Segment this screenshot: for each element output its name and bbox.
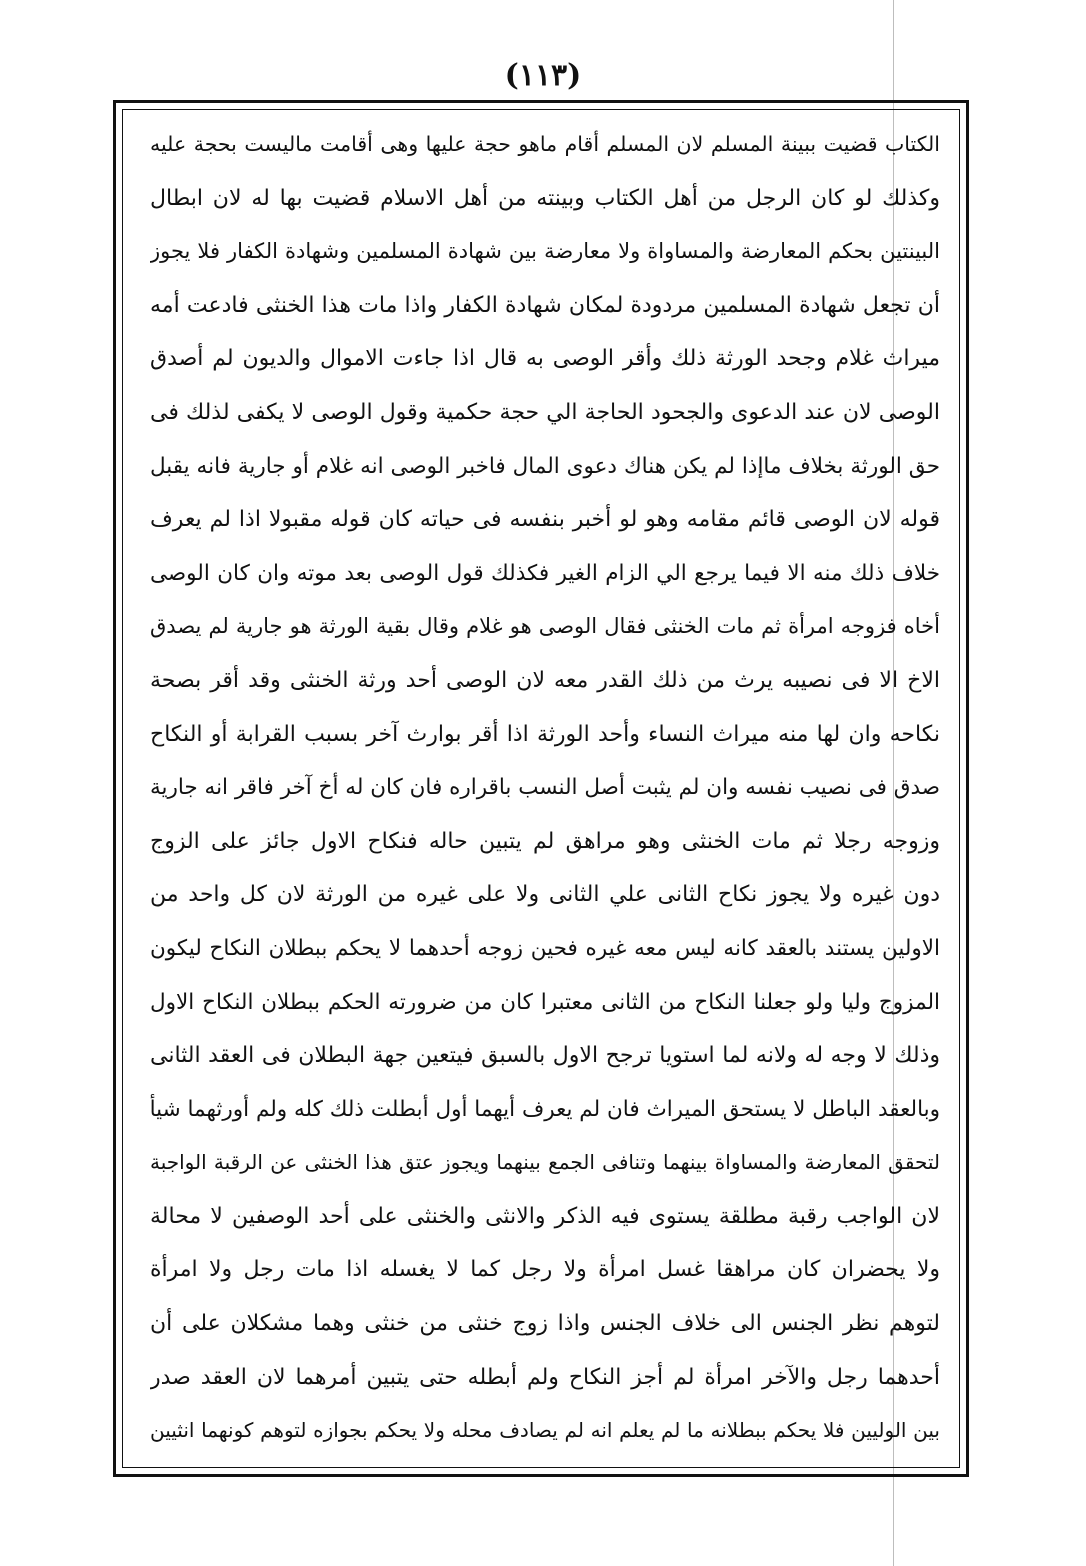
text-line: المزوج وليا ولو جعلنا النكاح من الثانى معتبرا كان من ضرورته الحكم ببطلان النكاح الاول (150, 989, 940, 1015)
text-line: نكاحه وان لها منه ميراث النساء وأحد الورثة اذا أقر بوارث آخر بسبب القرابة أو النكاح (150, 721, 940, 747)
page-number: (١١٣) (504, 58, 582, 93)
text-line: وزوجه رجلا ثم مات الخنثى وهو مراهق لم يتبين حاله فنكاح الاول جائز على الزوج (150, 828, 940, 854)
text-line: حق الورثة بخلاف ماإذا لم يكن هناك دعوى المال فاخبر الوصى انه غلام أو جارية فانه يقبل (150, 453, 940, 479)
text-line: لتحقق المعارضة والمساواة بينهما وتنافى الجمع بينهما ويجوز عتق هذا الخنثى عن الرقبة الواجبة (150, 1150, 940, 1175)
text-line: لتوهم نظر الجنس الى خلاف الجنس واذا زوج خنثى من خنثى وهما مشكلان على أن (150, 1311, 940, 1337)
text-line: الوصى لان عند الدعوى والجحود الحاجة الي حجة حكمية وقول الوصى لا يكفى لذلك فى (150, 399, 940, 425)
text-line: وكذلك لو كان الرجل من أهل الكتاب وبينته من أهل الاسلام قضيت بها له لان ابطال (150, 185, 940, 211)
text-line: ميراث غلام وجحد الورثة ذلك وأقر الوصى به قال اذا جاءت الاموال والديون لم أصدق (150, 346, 940, 372)
text-line: لان الواجب رقبة مطلقة يستوى فيه الذكر والانثى والخنثى على أحد الوصفين لا محالة (150, 1203, 940, 1229)
text-line: صدق فى نصيب نفسه وان لم يثبت أصل النسب باقراره فان كان له أخ آخر فاقر انه جارية (150, 775, 940, 801)
text-line: بين الوليين فلا يحكم ببطلانه ما لم يعلم انه لم يصادف محله ولا يحكم بجوازه لتوهم كونهما انثيين (150, 1418, 940, 1443)
text-line: دون غيره ولا يجوز نكاح الثانى علي الثانى ولا على غيره من الورثة لان كل واحد من (150, 882, 940, 908)
text-block (150, 118, 940, 1458)
text-line: البينتين بحكم المعارضة والمساواة ولا معارضة بين شهادة المسلمين وشهادة الكفار فلا يجوز (150, 239, 940, 264)
text-line: الاخ الا فى نصيبه يرث من ذلك القدر معه لان الوصى أحد ورثة الخنثى وقد أقر بصحة (150, 667, 940, 693)
text-line: أحدهما رجل والآخر امرأة لم أجز النكاح ولم أبطله حتى يتبين أمرهما لان العقد صدر (150, 1364, 940, 1390)
text-line: خلاف ذلك منه الا فيما يرجع الي الزام الغير فكذلك قول الوصى بعد موته وان كان الوصى (150, 560, 940, 586)
text-line: الاولين يستند بالعقد كانه ليس معه غيره فحين زوجه أحدهما لا يحكم ببطلان النكاح ليكون (150, 935, 940, 961)
text-line: أن تجعل شهادة المسلمين مردودة لمكان شهادة الكفار واذا مات هذا الخنثى فادعت أمه (150, 292, 940, 318)
text-line: الكتاب قضيت ببينة المسلم لان المسلم أقام ماهو حجة عليها وهى أقامت ماليست بحجة عليه (150, 132, 940, 156)
text-line: ولا يحضران كان مراهقا غسل امرأة ولا رجل كما لا يغسله اذا مات رجل ولا امرأة (150, 1257, 940, 1283)
text-line: أخاه فزوجه امرأة ثم مات الخنثى فقال الوصى هو غلام وقال بقية الورثة هو جارية لم يصدق (150, 614, 940, 639)
text-line: وذلك لا وجه له ولانه لما استويا ترجح الاول بالسبق فيتعين جهة البطلان فى العقد الثانى (150, 1043, 940, 1069)
text-line: قوله لان الوصى قائم مقامه وهو لو أخبر بنفسه فى حياته كان قوله مقبولا اذا لم يعرف (150, 507, 940, 533)
text-line: وبالعقد الباطل لا يستحق الميراث فان لم يعرف أيهما أول أبطلت ذلك كله ولم أورثهما شيأ (150, 1096, 940, 1122)
